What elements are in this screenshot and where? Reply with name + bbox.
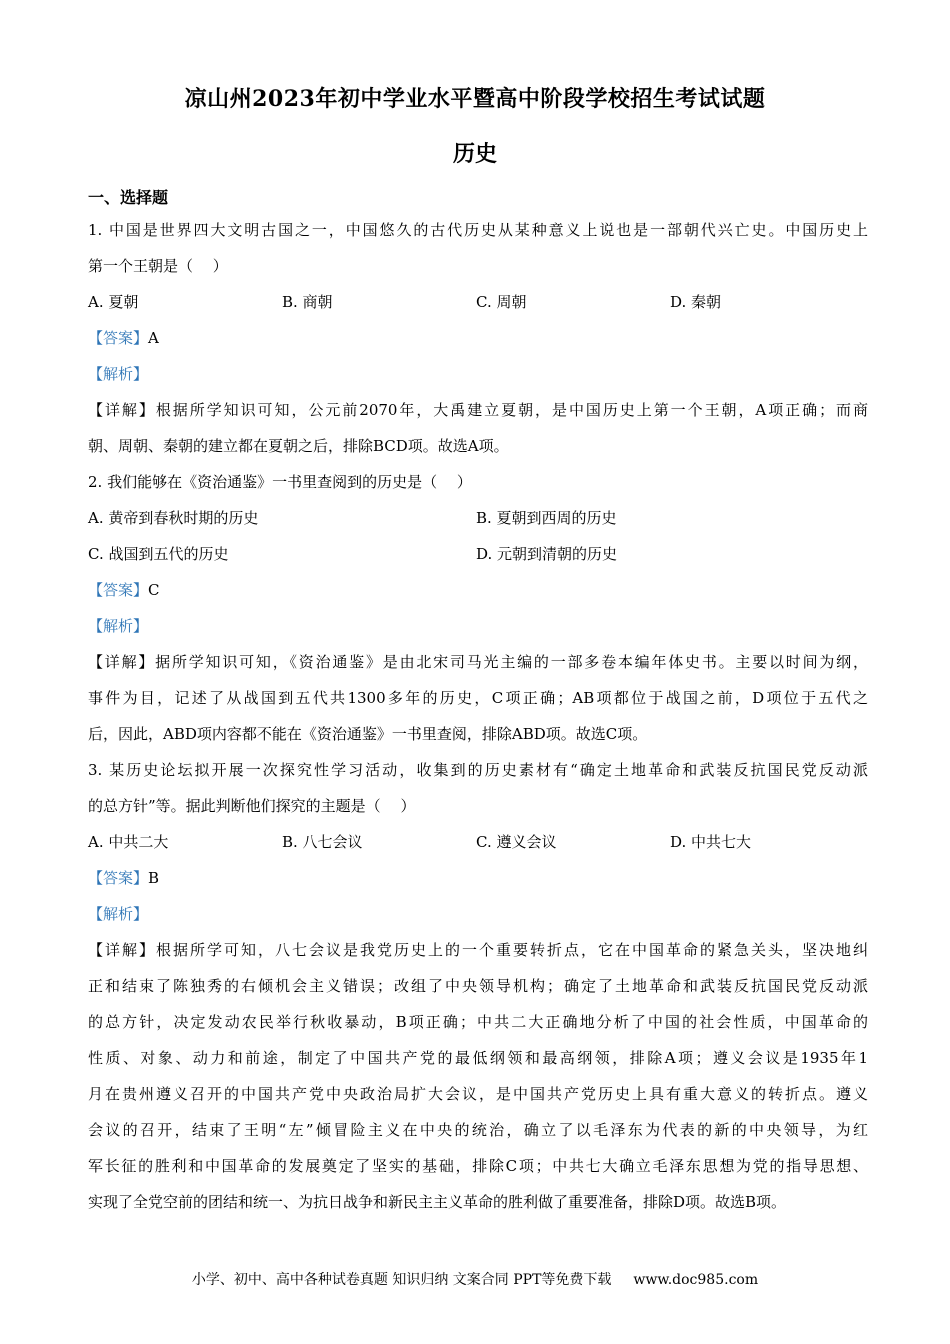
exam-subject: 历史 [452,141,497,167]
detail-line [88,644,868,680]
question-stem-line: 3. 某历史论坛拟开展一次探究性学习活动，收集到的历史素材有“确定土地革命和武装反抗国民党反动派 [88,761,868,779]
footer-text: 小学、初中、高中各种试卷真题 知识归纳 文案合同 PPT等免费下载 [191,1272,612,1288]
detail-tag: 【详解】 [88,401,156,419]
detail-line: 的总方针，决定发动农民举行秋收暴动，B项正确；中共二大正确地分析了中国的社会性质，中国革命的 [88,1013,868,1031]
detail-text: 据所学知识可知，《资治通鉴》是由北宋司马光主编的一部多卷本编年体史书。主要以时间为纲， [155,653,868,671]
detail-text: 根据所学知识可知，公元前2070年，大禹建立夏朝，是中国历史上第一个王朝，A项正确；而商 [155,401,868,419]
detail-line [88,392,868,428]
footer-url[interactable]: www.doc985.com [633,1272,759,1288]
exam-title: 凉山州2023年初中学业水平暨高中阶段学校招生考试试题 [184,86,766,112]
detail-line: 正和结束了陈独秀的右倾机会主义错误；改组了中央领导机构；确定了土地革命和武装反抗国民党反动派 [88,977,868,995]
answer-line [88,860,868,896]
detail-line: 性质、对象、动力和前途，制定了中国共产党的最低纲领和最高纲领，排除A项；遵义会议是1935年1 [88,1049,868,1067]
detail-line: 会议的召开，结束了王明“左”倾冒险主义在中央的统治，确立了以毛泽东为代表的新的中央领导，为红 [88,1121,868,1139]
option-b: B. 夏朝到西周的历史 [476,509,617,527]
option-a: A. 夏朝 [88,293,139,311]
option-b: B. 商朝 [282,293,333,311]
section-title: 一、选择题 [88,188,169,207]
answer-value: A [148,329,159,347]
question-stem-line: 2. 我们能够在《资治通鉴》一书里查阅到的历史是（ ） [88,473,472,491]
detail-line: 月在贵州遵义召开的中国共产党中央政治局扩大会议，是中国共产党历史上具有重大意义的转折点。遵义 [88,1085,868,1103]
question-options [88,824,868,860]
answer-line [88,320,868,356]
question-1 [88,212,868,464]
analysis-tag: 【解析】 [88,905,149,923]
page-footer [0,1268,950,1292]
detail-tag: 【详解】 [88,941,156,959]
option-a: A. 黄帝到春秋时期的历史 [88,509,259,527]
question-options [88,500,868,536]
analysis-tag: 【解析】 [88,365,149,383]
question-3 [88,752,868,1220]
option-c: C. 战国到五代的历史 [88,545,229,563]
analysis-line [88,608,868,644]
answer-value: B [148,869,160,887]
question-2 [88,464,868,752]
detail-line: 后，因此，ABD项内容都不能在《资治通鉴》一书里查阅，排除ABD项。故选C项。 [88,725,648,743]
answer-line [88,572,868,608]
detail-line: 朝、周朝、秦朝的建立都在夏朝之后，排除BCD项。故选A项。 [88,437,509,455]
option-d: D. 秦朝 [670,293,722,311]
question-options [88,536,868,572]
detail-line [88,932,868,968]
detail-text: 根据所学可知，八七会议是我党历史上的一个重要转折点，它在中国革命的紧急关头，坚决地纠 [156,941,868,959]
detail-line: 军长征的胜利和中国革命的发展奠定了坚实的基础，排除C项；中共七大确立毛泽东思想为党的指导思想、 [88,1157,868,1175]
exam-content [88,184,868,1220]
option-b: B. 八七会议 [282,833,363,851]
option-d: D. 中共七大 [670,833,752,851]
option-c: C. 周朝 [476,293,527,311]
answer-tag: 【答案】 [88,581,149,599]
detail-tag: 【详解】 [88,653,156,671]
analysis-line [88,896,868,932]
option-a: A. 中共二大 [88,833,169,851]
detail-line: 事件为目，记述了从战国到五代共1300多年的历史，C项正确；AB项都位于战国之前，D项位于五代之 [88,689,868,707]
analysis-line [88,356,868,392]
answer-value: C [148,581,160,599]
question-stem-line: 的总方针”等。据此判断他们探究的主题是（ ） [88,797,416,815]
question-stem-line: 第一个王朝是（ ） [88,257,228,275]
answer-tag: 【答案】 [88,869,149,887]
analysis-tag: 【解析】 [88,617,149,635]
answer-tag: 【答案】 [88,329,149,347]
question-stem-line: 1. 中国是世界四大文明古国之一，中国悠久的古代历史从某种意义上说也是一部朝代兴亡史。中国历史上 [88,221,868,239]
question-options [88,284,868,320]
detail-line: 实现了全党空前的团结和统一、为抗日战争和新民主主义革命的胜利做了重要准备，排除D项。故选B项。 [88,1193,787,1211]
option-c: C. 遵义会议 [476,833,557,851]
option-d: D. 元朝到清朝的历史 [476,545,618,563]
